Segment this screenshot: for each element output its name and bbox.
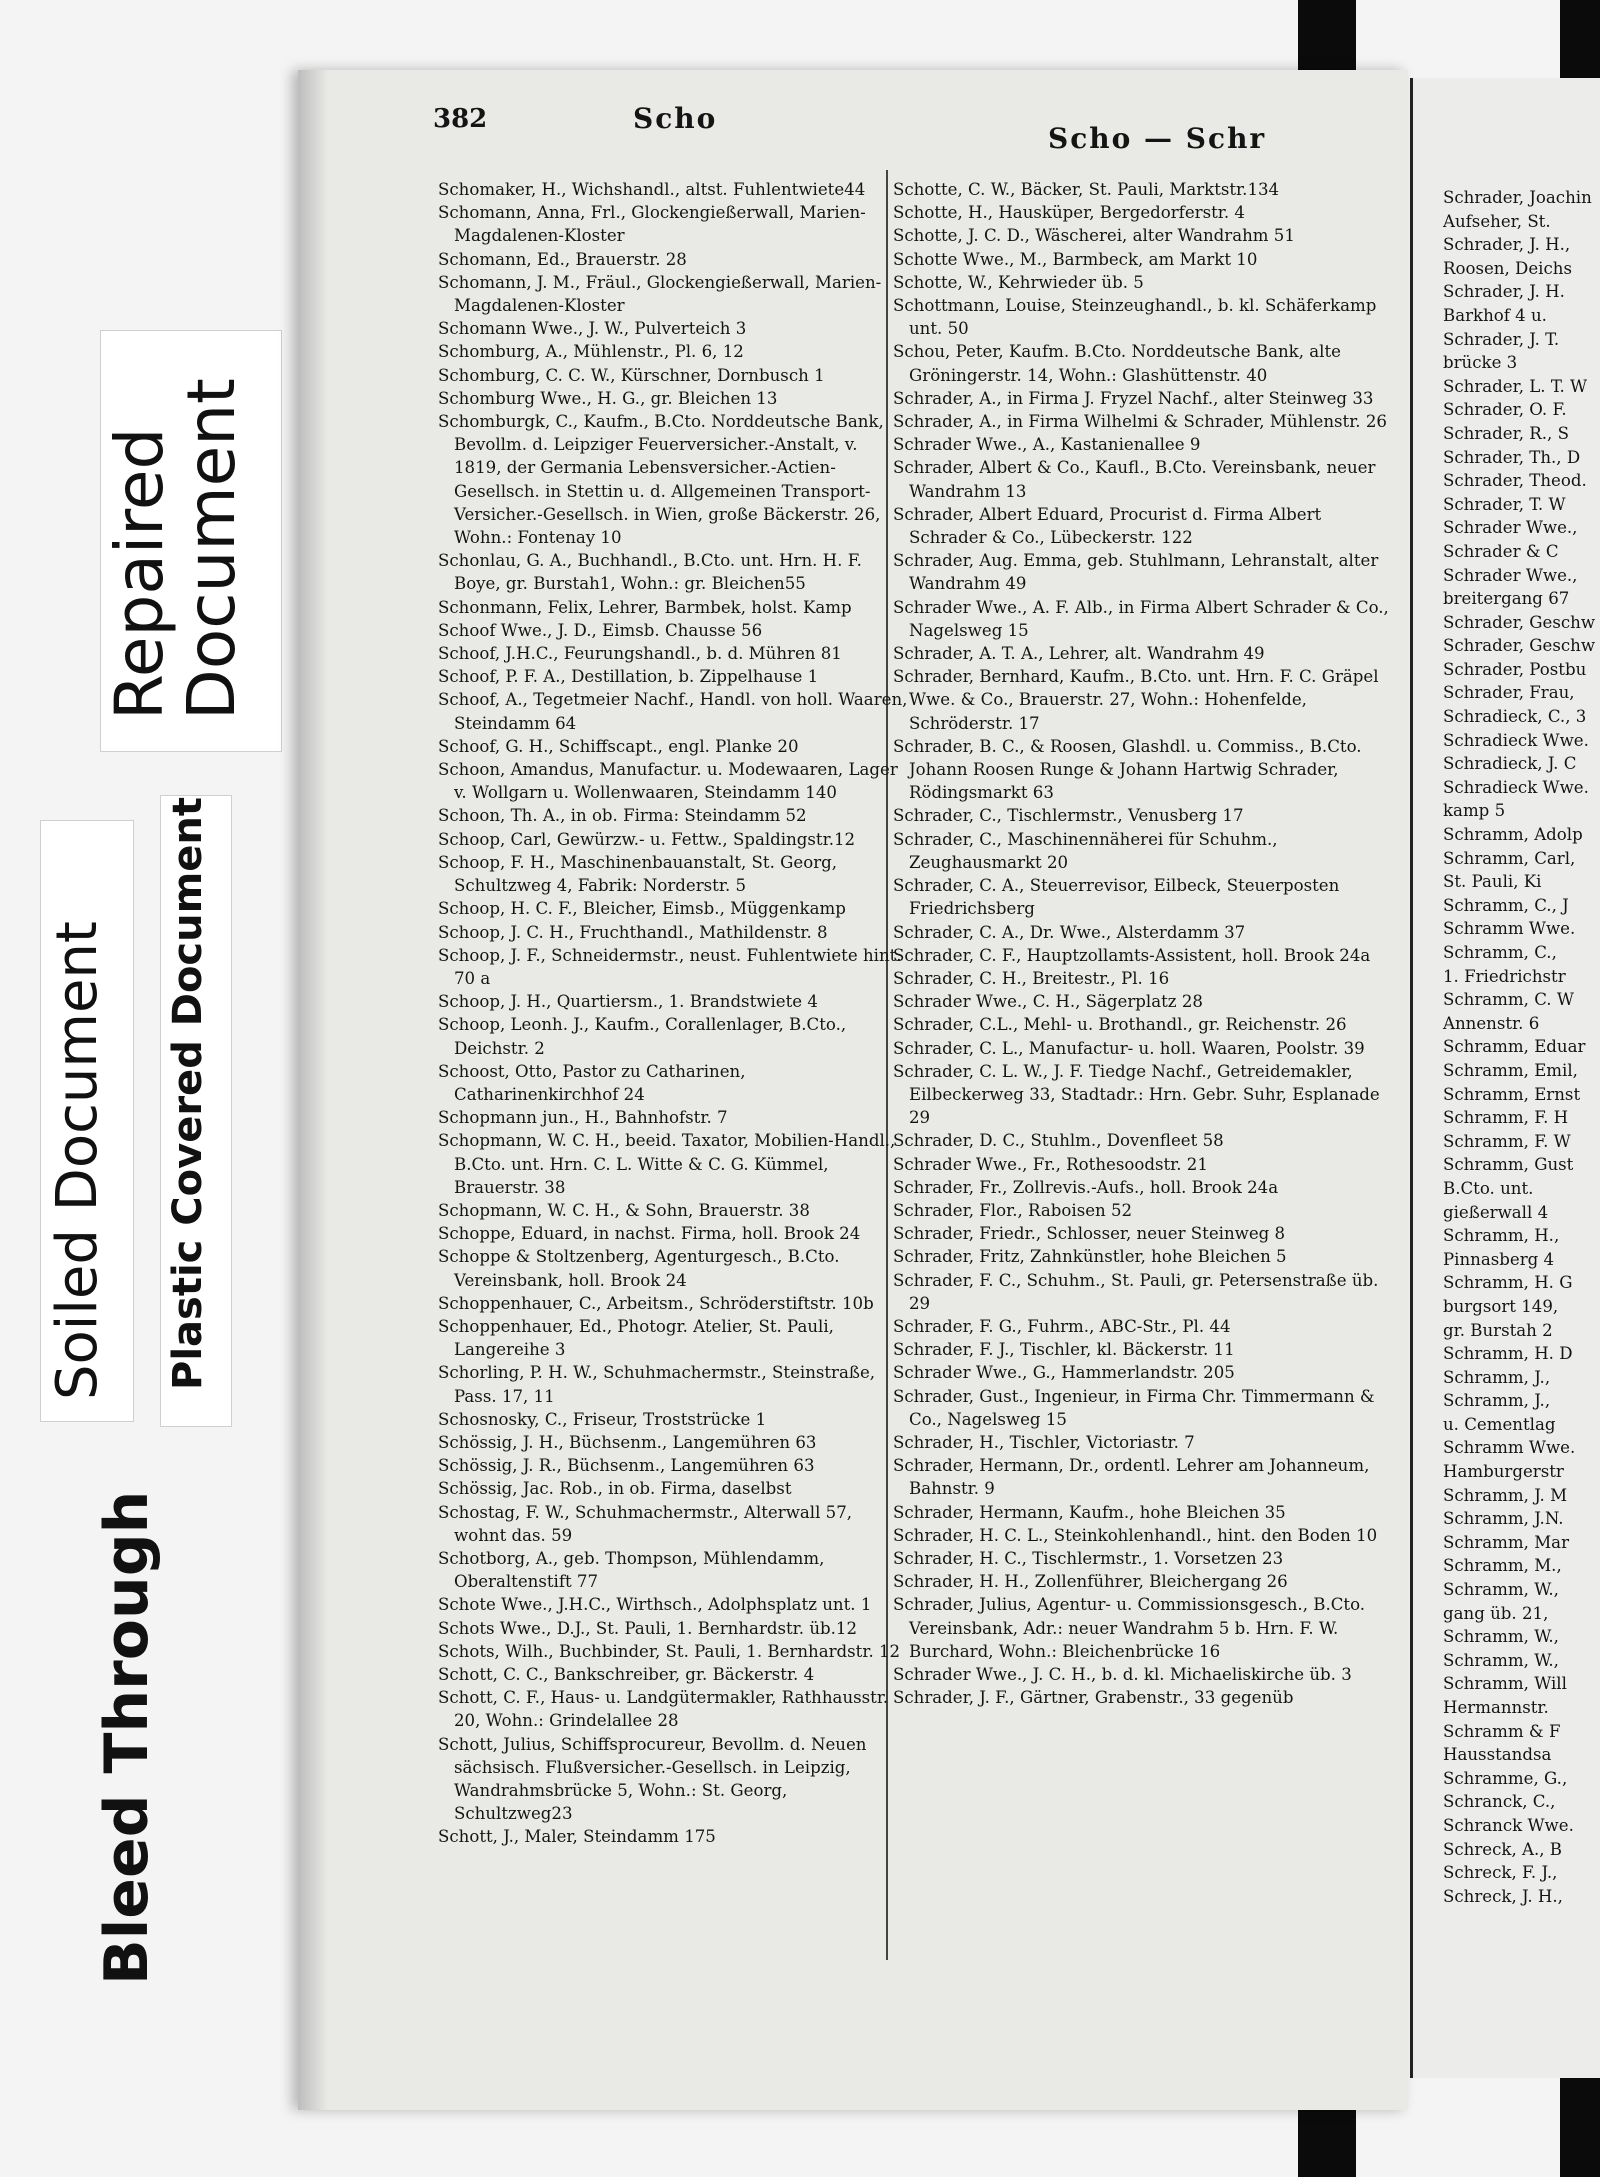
directory-entry: Schramm, M., (1443, 1556, 1562, 1576)
directory-entry: Schramm, J.N. (1443, 1509, 1564, 1529)
plastic-covered-document-label: Plastic Covered Document (165, 796, 211, 1390)
directory-entry: Schoof Wwe., J. D., Eimsb. Chausse 56 (438, 620, 763, 640)
directory-entry: Schopmann, W. C. H., & Sohn, Brauerstr. 38 (438, 1200, 810, 1220)
directory-entry: Schrader & C (1443, 541, 1559, 561)
directory-entry: Schomann, J. M., Fräul., Glockengießerwall, Marien-Magdalenen-Kloster (438, 272, 882, 316)
directory-entry: Schoppenhauer, Ed., Photogr. Atelier, St. Pauli, Langereihe 3 (438, 1316, 834, 1360)
directory-entry: Schoop, Carl, Gewürzw.- u. Fettw., Spaldingstr.12 (438, 829, 856, 849)
soiled-document-label: Soiled Document (45, 921, 110, 1400)
directory-entry: Schrader, C., Tischlermstr., Venusberg 17 (893, 806, 1244, 826)
directory-entry: Schrader, Th., D (1443, 447, 1581, 467)
directory-entry: Schradieck, C., 3 (1443, 707, 1587, 727)
directory-entry: Schoon, Th. A., in ob. Firma: Steindamm 52 (438, 806, 807, 826)
directory-entry: Annenstr. 6 (1443, 1013, 1540, 1033)
directory-entry: Schoof, J.H.C., Feurungshandl., b. d. Mühren 81 (438, 644, 842, 664)
directory-entry: Schreck, A., B (1443, 1839, 1563, 1859)
directory-entry: Schotte, C. W., Bäcker, St. Pauli, Marktstr.134 (893, 180, 1280, 199)
directory-entry: Schrader Wwe., C. H., Sägerplatz 28 (893, 992, 1203, 1012)
directory-entry: Schrader, Fr., Zollrevis.-Aufs., holl. Brook 24a (893, 1177, 1279, 1197)
directory-entry: Schramm, Adolp (1443, 825, 1583, 845)
directory-entry: Schramm & F (1443, 1721, 1561, 1741)
directory-entry: Schössig, J. R., Büchsenm., Langemühren 63 (438, 1456, 815, 1476)
directory-entry: Schramm, Ernst (1443, 1084, 1581, 1104)
directory-entry: Schramm, F. W (1443, 1131, 1571, 1151)
directory-entry: B.Cto. unt. (1443, 1178, 1534, 1198)
directory-entry: Schrader Wwe., J. C. H., b. d. kl. Michaeliskirche üb. 3 (893, 1665, 1352, 1684)
directory-entry: Schössig, J. H., Büchsenm., Langemühren 63 (438, 1432, 817, 1452)
directory-entry: Schramm, Emil, (1443, 1060, 1578, 1080)
bleed-through-label: Bleed Through (92, 1490, 162, 1985)
directory-entry: Schramm, Mar (1443, 1532, 1570, 1552)
directory-entry: Schrader, C. A., Steuerrevisor, Eilbeck, Steuerposten Friedrichsberg (893, 876, 1340, 919)
directory-entry: Schrader, A. T. A., Lehrer, alt. Wandrahm 49 (893, 644, 1265, 664)
directory-entry: Schreck, F. J., (1443, 1863, 1558, 1883)
directory-entry: Schrader, Albert Eduard, Procurist d. Firma Albert Schrader & Co., Lübeckerstr. 122 (893, 504, 1322, 548)
directory-entry: Schramme, G., (1443, 1768, 1568, 1788)
directory-entry: Schotte Wwe., M., Barmbeck, am Markt 10 (893, 249, 1258, 269)
directory-entry: breitergang 67 (1443, 589, 1570, 609)
directory-entry: Schrader, C.L., Mehl- u. Brothandl., gr. Reichenstr. 26 (893, 1015, 1347, 1035)
directory-entry: Schössig, Jac. Rob., in ob. Firma, daselbst (438, 1479, 792, 1499)
directory-entry: Schrader, H. C., Tischlermstr., 1. Vorsetzen 23 (893, 1548, 1284, 1568)
directory-entry: Schoop, J. C. H., Fruchthandl., Mathildenstr. 8 (438, 922, 828, 942)
directory-entry: Hermannstr. (1443, 1698, 1549, 1717)
next-page-column-entries (1443, 186, 1600, 1908)
directory-entry: Schramm, C. W (1443, 990, 1574, 1010)
directory-entry: Schoppe & Stoltzenberg, Agenturgesch., B.Cto. Vereinsbank, holl. Brook 24 (438, 1247, 840, 1290)
directory-entry: 1. Friedrichstr (1443, 966, 1566, 986)
directory-entry: Schots, Wilh., Buchbinder, St. Pauli, 1. Bernhardstr. 12 (438, 1641, 901, 1661)
directory-entry: Schorling, P. H. W., Schuhmachermstr., Steinstraße, Pass. 17, 11 (438, 1363, 876, 1406)
directory-entry: Schotte, J. C. D., Wäscherei, alter Wandrahm 51 (893, 226, 1295, 246)
directory-entry: kamp 5 (1443, 801, 1506, 821)
directory-entry: Schrader, C. A., Dr. Wwe., Alsterdamm 37 (893, 922, 1246, 942)
directory-entry: Schramm, W., (1443, 1580, 1559, 1600)
directory-entry: Schramm Wwe. (1443, 1438, 1576, 1458)
directory-entry: Schrader Wwe., (1443, 518, 1578, 538)
directory-entry: gang üb. 21, (1443, 1603, 1549, 1623)
directory-entry: Schrader, Flor., Raboisen 52 (893, 1200, 1133, 1220)
directory-entry: Schomann, Ed., Brauerstr. 28 (438, 249, 687, 269)
directory-entry: Schramm, H. G (1443, 1273, 1573, 1293)
directory-entry: Schott, C. F., Haus- u. Landgütermakler, Rathhausstr. 20, Wohn.: Grindelallee 28 (438, 1688, 889, 1731)
directory-entry: Schosnosky, C., Friseur, Troststrücke 1 (438, 1409, 767, 1429)
directory-entry: Schoof, P. F. A., Destillation, b. Zippelhause 1 (438, 667, 819, 687)
directory-entry: Roosen, Deichs (1443, 258, 1572, 278)
directory-entry: Schramm, J. M (1443, 1485, 1568, 1505)
directory-entry: Schramm Wwe. (1443, 919, 1576, 939)
directory-entry: Schrader, Hermann, Kaufm., hohe Bleichen 35 (893, 1502, 1286, 1522)
directory-entry: Schoppe, Eduard, in nachst. Firma, holl. Brook 24 (438, 1224, 861, 1244)
directory-entry: Schotte, W., Kehrwieder üb. 5 (893, 272, 1144, 292)
directory-entry: Schott, J., Maler, Steindamm 175 (438, 1827, 716, 1847)
directory-entry: Schrader, Frau, (1443, 683, 1575, 703)
directory-entry: Schrader Wwe., (1443, 565, 1578, 585)
directory-entry: burgsort 149, (1443, 1296, 1559, 1316)
directory-entry: Schrader, C. L. W., J. F. Tiedge Nachf., Getreidemakler, Eilbeckerweg 33, Stadtadr.: Hrn. Gebr. Suhr, Esplanade 29 (893, 1061, 1380, 1128)
directory-entry: Schradieck Wwe. (1443, 777, 1589, 797)
directory-entry: Schrader Wwe., G., Hammerlandstr. 205 (893, 1363, 1235, 1383)
directory-entry: Schrader, F. G., Fuhrm., ABC-Str., Pl. 44 (893, 1316, 1231, 1336)
directory-entry: Schrader, Friedr., Schlosser, neuer Steinweg 8 (893, 1224, 1286, 1244)
directory-entry: Schramm, Carl, (1443, 848, 1576, 868)
directory-entry: Schomburg, A., Mühlenstr., Pl. 6, 12 (438, 342, 744, 362)
directory-entry: Schott, Julius, Schiffsprocureur, Bevollm. d. Neuen sächsisch. Flußversicher.-Gesellsch. in Leipzig, Wandrahmsbrücke 5, Wohn.: St. Georg, Schultzweg23 (438, 1734, 867, 1824)
directory-entry: Schonlau, G. A., Buchhandl., B.Cto. unt. Hrn. H. F. Boye, gr. Burstah1, Wohn.: gr. Bleichen55 (438, 551, 862, 594)
directory-entry: Schrader, Hermann, Dr., ordentl. Lehrer am Johanneum, Bahnstr. 9 (893, 1456, 1370, 1499)
directory-entry: Schrader, A., in Firma Wilhelmi & Schrader, Mühlenstr. 26 (893, 412, 1387, 432)
directory-entry: Schopmann jun., H., Bahnhofstr. 7 (438, 1108, 728, 1128)
directory-entry: Schoof, G. H., Schiffscapt., engl. Planke 20 (438, 736, 799, 756)
directory-entry: Schrader Wwe., A., Kastanienallee 9 (893, 435, 1201, 455)
directory-entry: Schramm, F. H (1443, 1108, 1569, 1128)
directory-entry: Schrader, Julius, Agentur- u. Commissionsgesch., B.Cto. Vereinsbank, Adr.: neuer Wandrahm 5 b. Hrn. F. W. Burchard, Wohn.: Bleichenbrücke 16 (893, 1595, 1366, 1661)
directory-entry: Schramm, H. D (1443, 1344, 1573, 1364)
directory-entry: St. Pauli, Ki (1443, 872, 1542, 892)
directory-entry: Schranck Wwe. (1443, 1815, 1574, 1835)
directory-entry: Schrader, J. F., Gärtner, Grabenstr., 33 gegenüb (893, 1688, 1294, 1708)
scanner-edge-bar-top (1298, 0, 1356, 70)
directory-entry: Schramm, C., J (1443, 895, 1569, 915)
directory-entry: Schoop, H. C. F., Bleicher, Eimsb., Müggenkamp (438, 899, 846, 919)
directory-entry: Schradieck, J. C (1443, 754, 1577, 774)
directory-entry: Schrader, Theod. (1443, 471, 1587, 491)
directory-entry: Schrader, T. W (1443, 494, 1566, 514)
directory-entry: Schou, Peter, Kaufm. B.Cto. Norddeutsche Bank, alte Gröningerstr. 14, Wohn.: Glashüttenstr. 40 (893, 342, 1341, 385)
directory-entry: Schoppenhauer, C., Arbeitsm., Schröderstiftstr. 10b (438, 1293, 874, 1313)
directory-entry: Schrader, Geschw (1443, 612, 1596, 632)
directory-entry: Schostag, F. W., Schuhmachermstr., Alterwall 57, wohnt das. 59 (438, 1502, 853, 1545)
next-page-sliver (1410, 78, 1600, 2078)
directory-entry: Schramm, W., (1443, 1627, 1559, 1647)
directory-entry: Schott, C. C., Bankschreiber, gr. Bäckerstr. 4 (438, 1665, 815, 1684)
directory-entry: Schrader, H., Tischler, Victoriastr. 7 (893, 1432, 1195, 1452)
directory-entry: Schoop, F. H., Maschinenbauanstalt, St. Georg, Schultzweg 4, Fabrik: Norderstr. 5 (438, 852, 838, 896)
directory-entry: Schramm, Gust (1443, 1155, 1574, 1175)
directory-entry: Schrader, C. L., Manufactur- u. holl. Waaren, Poolstr. 39 (893, 1038, 1365, 1058)
directory-entry: Schrader Wwe., A. F. Alb., in Firma Albert Schrader & Co., Nagelsweg 15 (893, 597, 1389, 640)
directory-entry: Schramm, Will (1443, 1674, 1567, 1694)
directory-entry: Schramm, H., (1443, 1226, 1560, 1246)
directory-entry: Schomburg Wwe., H. G., gr. Bleichen 13 (438, 388, 778, 408)
repaired-document-label (101, 330, 250, 720)
directory-entry: Schrader, Bernhard, Kaufm., B.Cto. unt. Hrn. F. C. Gräpel Wwe. & Co., Brauerstr. 27, Wohn.: Hohenfelde, Schröderstr. 17 (893, 667, 1379, 733)
directory-entry: Schrader, C. H., Breitestr., Pl. 16 (893, 968, 1170, 988)
directory-entry: Pinnasberg 4 (1443, 1249, 1555, 1269)
directory-entry: Schradieck Wwe. (1443, 730, 1589, 750)
directory-entry: Schrader, F. C., Schuhm., St. Pauli, gr. Petersenstraße üb. 29 (893, 1270, 1379, 1313)
directory-entry: Barkhof 4 u. (1443, 305, 1547, 325)
page-number: 382 (433, 104, 488, 134)
directory-entry: Schrader, Postbu (1443, 659, 1587, 679)
directory-entry: Schramm, C., (1443, 943, 1557, 962)
directory-entry: Schrader, H. C. L., Steinkohlenhandl., hint. den Boden 10 (893, 1525, 1378, 1545)
directory-entry: Schrader, Gust., Ingenieur, in Firma Chr. Timmermann & Co., Nagelsweg 15 (893, 1386, 1375, 1429)
directory-entry: Schrader, B. C., & Roosen, Glashdl. u. Commiss., B.Cto. Johann Roosen Runge & Johann Hartwig Schrader, Rödingsmarkt 63 (893, 736, 1362, 803)
directory-entry: Schrader, Aug. Emma, geb. Stuhlmann, Lehranstalt, alter Wandrahm 49 (893, 551, 1379, 594)
directory-entry: Schrader, Geschw (1443, 636, 1596, 656)
directory-entry: Schopmann, W. C. H., beeid. Taxator, Mobilien-Handl., B.Cto. unt. Hrn. C. L. Witte & C. G. Kümmel, Brauerstr. 38 (438, 1131, 896, 1197)
left-column-entries (438, 178, 908, 1968)
directory-entry: Hamburgerstr (1443, 1462, 1564, 1482)
directory-entry: brücke 3 (1443, 353, 1518, 373)
directory-entry: Schrader, Albert & Co., Kaufl., B.Cto. Vereinsbank, neuer Wandrahm 13 (893, 458, 1376, 501)
directory-entry: Schrader, F. J., Tischler, kl. Bäckerstr. 11 (893, 1340, 1235, 1360)
directory-entry: Schrader, Joachin (1443, 188, 1592, 207)
directory-entry: gr. Burstah 2 (1443, 1320, 1553, 1340)
directory-entry: u. Cementlag (1443, 1414, 1556, 1434)
directory-entry: Schreck, J. H., (1443, 1886, 1563, 1906)
directory-entry: gießerwall 4 (1443, 1202, 1549, 1222)
directory-entry: Schoof, A., Tegetmeier Nachf., Handl. von holl. Waaren, Steindamm 64 (438, 690, 908, 733)
directory-entry: Hausstandsa (1443, 1745, 1552, 1765)
directory-entry: Schrader, J. H., (1443, 235, 1571, 255)
directory-entry: Schrader, C. F., Hauptzollamts-Assistent, holl. Brook 24a (893, 945, 1371, 965)
directory-entry: Schoop, Leonh. J., Kaufm., Corallenlager, B.Cto., Deichstr. 2 (438, 1015, 847, 1058)
directory-entry: Schots Wwe., D.J., St. Pauli, 1. Bernhardstr. üb.12 (438, 1618, 858, 1638)
directory-entry: Schottmann, Louise, Steinzeughandl., b. kl. Schäferkamp unt. 50 (893, 296, 1377, 339)
directory-entry: Schrader, Fritz, Zahnkünstler, hohe Bleichen 5 (893, 1247, 1287, 1267)
directory-entry: Schomburgk, C., Kaufm., B.Cto. Norddeutsche Bank, Bevollm. d. Leipziger Feuerversicher.-Anstalt, v. 1819, der Germania Lebensversicher.-Actien-Gesellsch. in Stettin u. d. Allgemeinen Transport-Versicher.-Gesellsch. in Wien, große Bäckerstr. 26, Wohn.: Fontenay 10 (438, 412, 884, 548)
directory-entry: Schramm, W., (1443, 1650, 1559, 1670)
directory-entry: Schramm, J., (1443, 1367, 1551, 1387)
directory-entry: Schotborg, A., geb. Thompson, Mühlendamm, Oberaltenstift 77 (438, 1548, 825, 1592)
directory-entry: Schonmann, Felix, Lehrer, Barmbek, holst. Kamp (438, 597, 852, 617)
directory-entry: Schomann Wwe., J. W., Pulverteich 3 (438, 319, 747, 339)
directory-entry: Schoon, Amandus, Manufactur. u. Modewaaren, Lager v. Wollgarn u. Wollenwaaren, Steindamm 140 (438, 760, 898, 803)
directory-entry: Schotte, H., Hausküper, Bergedorferstr. 4 (893, 203, 1245, 223)
directory-entry: Schomann, Anna, Frl., Glockengießerwall, Marien-Magdalenen-Kloster (438, 203, 866, 246)
directory-entry: Schoop, J. F., Schneidermstr., neust. Fuhlentwiete hint. 70 a (438, 945, 902, 988)
directory-entry: Schoost, Otto, Pastor zu Catharinen, Catharinenkirchhof 24 (438, 1061, 746, 1104)
directory-entry: Schramm, J., (1443, 1391, 1551, 1411)
right-column-entries (893, 178, 1398, 1968)
header-left: Scho (633, 102, 718, 135)
directory-entry: Schrader, R., S (1443, 423, 1569, 443)
directory-entry: Schoop, J. H., Quartiersm., 1. Brandstwiete 4 (438, 992, 818, 1012)
header-right: Scho — Schr (1048, 122, 1267, 155)
directory-entry: Schomburg, C. C. W., Kürschner, Dornbusch 1 (438, 365, 825, 385)
directory-entry: Schote Wwe., J.H.C., Wirthsch., Adolphsplatz unt. 1 (438, 1595, 872, 1615)
directory-entry: Schranck, C., (1443, 1792, 1556, 1812)
directory-entry: Schrader Wwe., Fr., Rothesoodstr. 21 (893, 1154, 1208, 1174)
document-condition-labels (0, 0, 300, 2177)
directory-entry: Schramm, Eduar (1443, 1037, 1586, 1057)
directory-entry: Schrader, J. T. (1443, 329, 1560, 349)
directory-page (298, 70, 1408, 2110)
directory-entry: Aufseher, St. (1443, 211, 1551, 231)
directory-entry: Schrader, D. C., Stuhlm., Dovenfleet 58 (893, 1131, 1224, 1151)
directory-entry: Schrader, L. T. W (1443, 376, 1588, 396)
directory-entry: Schrader, C., Maschinennäherei für Schuhm., Zeughausmarkt 20 (893, 829, 1278, 872)
directory-entry: Schrader, H. H., Zollenführer, Bleichergang 26 (893, 1572, 1288, 1592)
directory-entry: Schrader, A., in Firma J. Fryzel Nachf., alter Steinweg 33 (893, 388, 1374, 408)
directory-entry: Schrader, J. H. (1443, 282, 1565, 302)
directory-entry: Schomaker, H., Wichshandl., altst. Fuhlentwiete44 (438, 180, 866, 199)
repaired-document-text: Repaired Document (101, 378, 250, 720)
directory-entry: Schrader, O. F. (1443, 400, 1567, 420)
